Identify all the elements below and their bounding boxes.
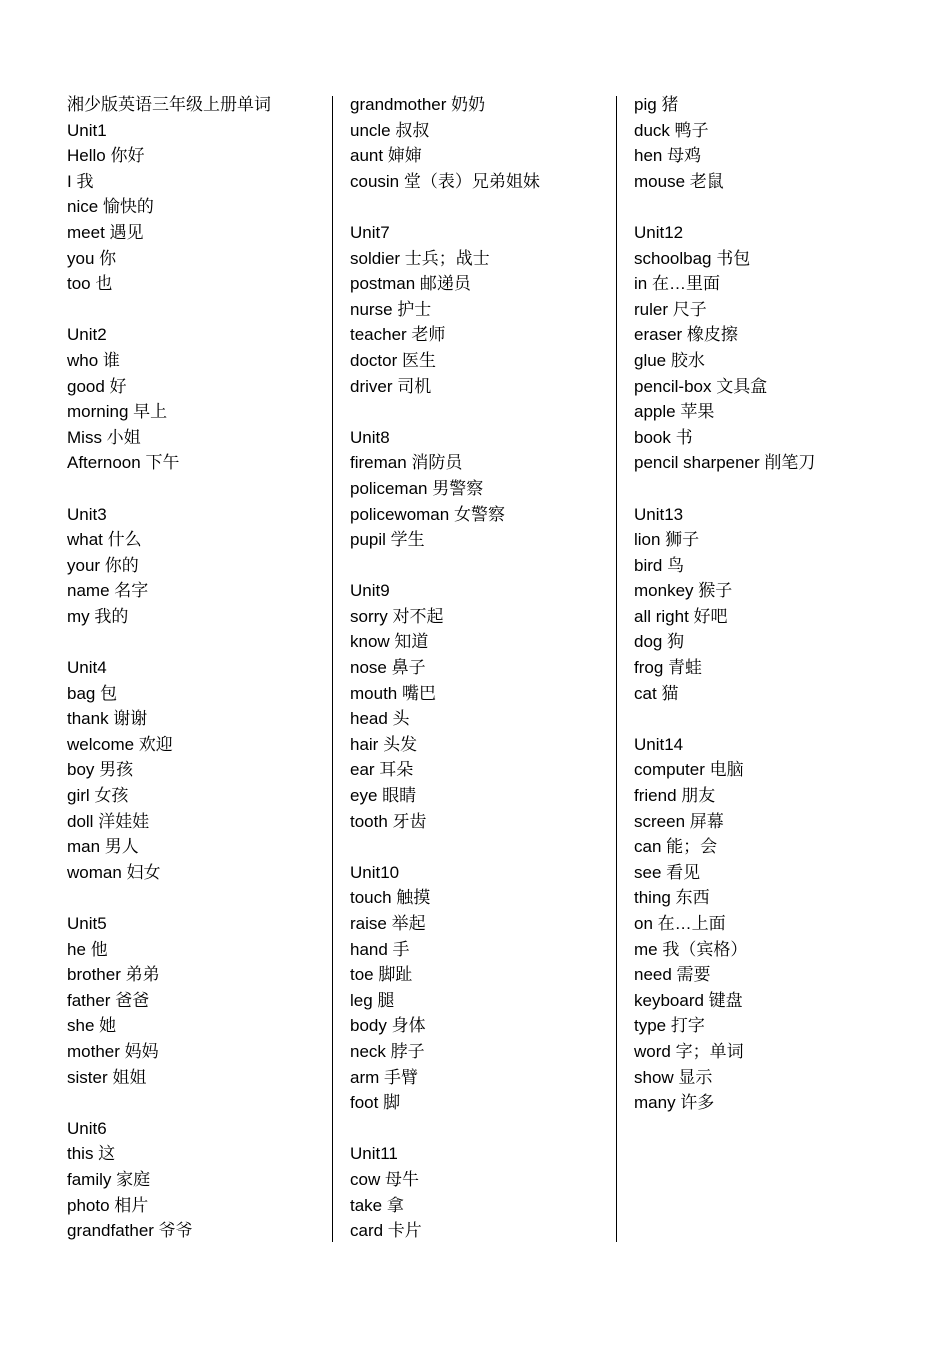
vocab-entry: photo 相片 (67, 1195, 149, 1215)
vocab-entry: your 你的 (67, 555, 139, 575)
unit-heading: Unit7 (350, 222, 390, 242)
vocab-entry: Hello 你好 (67, 146, 145, 166)
column-divider (332, 96, 333, 1242)
vocab-entry: Afternoon 下午 (67, 453, 180, 473)
vocab-entry: all right 好吧 (634, 606, 728, 626)
vocab-entry: welcome 欢迎 (67, 734, 173, 754)
vocab-entry: name 名字 (67, 581, 149, 601)
vocab-entry: meet 遇见 (67, 222, 144, 242)
vocab-entry: nose 鼻子 (350, 658, 426, 678)
vocab-entry: sister 姐姐 (67, 1067, 147, 1087)
vocab-entry: hen 母鸡 (634, 146, 702, 166)
vocab-entry: hand 手 (350, 939, 410, 959)
vocab-entry: book 书 (634, 427, 693, 447)
vocab-entry: dog 狗 (634, 632, 685, 652)
vocab-entry: he 他 (67, 939, 108, 959)
vocab-entry: she 她 (67, 1016, 117, 1036)
blank-line (350, 553, 610, 579)
vocab-entry: morning 早上 (67, 402, 168, 422)
vocab-entry: computer 电脑 (634, 760, 744, 780)
blank-line (350, 1116, 610, 1142)
unit-heading: Unit4 (67, 658, 107, 678)
vocab-entry: leg 腿 (350, 990, 395, 1010)
unit-heading: Unit9 (350, 581, 390, 601)
blank-line (67, 885, 327, 911)
vocab-entry: type 打字 (634, 1016, 705, 1036)
vocab-entry: word 字；单词 (634, 1041, 744, 1061)
vocab-entry: pencil sharpener 削笔刀 (634, 453, 816, 473)
vocab-entry: too 也 (67, 274, 113, 294)
unit-heading: Unit1 (67, 120, 107, 140)
vocab-entry: bird 鸟 (634, 555, 685, 575)
vocab-entry: cousin 堂（表）兄弟姐妹 (350, 171, 540, 191)
vocab-entry: soldier 士兵；战士 (350, 248, 490, 268)
vocab-entry: bag 包 (67, 683, 118, 703)
unit-heading: Unit6 (67, 1118, 107, 1138)
vocab-entry: thank 谢谢 (67, 709, 148, 729)
vocab-entry: I 我 (67, 171, 94, 191)
vocab-entry: doctor 医生 (350, 350, 436, 370)
unit-heading: Unit5 (67, 914, 107, 933)
vocab-entry: in 在…里面 (634, 274, 720, 294)
document-title: 湘少版英语三年级上册单词 (67, 95, 271, 114)
blank-line (634, 194, 894, 220)
vocab-entry: cat 猫 (634, 683, 679, 703)
vocab-entry: this 这 (67, 1144, 116, 1164)
vocab-entry: card 卡片 (350, 1221, 422, 1241)
vocab-entry: neck 脖子 (350, 1041, 425, 1061)
unit-heading: Unit3 (67, 504, 107, 524)
vocab-entry: grandfather 爷爷 (67, 1221, 193, 1241)
vocab-entry: policewoman 女警察 (350, 504, 505, 524)
vocab-entry: father 爸爸 (67, 990, 150, 1010)
vocab-entry: teacher 老师 (350, 325, 446, 345)
vocab-entry: apple 苹果 (634, 402, 715, 422)
vocab-entry: glue 胶水 (634, 350, 705, 370)
vocab-entry: postman 邮递员 (350, 274, 471, 294)
vocab-entry: woman 妇女 (67, 862, 161, 882)
vocab-entry: uncle 叔叔 (350, 120, 430, 140)
blank-line (634, 476, 894, 502)
vocab-entry: frog 青蛙 (634, 658, 703, 678)
vocab-entry: touch 触摸 (350, 888, 431, 908)
vocab-entry: screen 屏幕 (634, 811, 724, 831)
vocab-entry: arm 手臂 (350, 1067, 418, 1087)
vocab-entry: what 什么 (67, 530, 142, 550)
vocab-entry: brother 弟弟 (67, 965, 160, 985)
vocab-entry: on 在…上面 (634, 914, 726, 933)
vocab-entry: can 能；会 (634, 837, 718, 857)
vocab-entry: doll 洋娃娃 (67, 811, 150, 831)
column-divider (616, 96, 617, 1242)
blank-line (67, 476, 327, 502)
vocab-entry: cow 母牛 (350, 1169, 419, 1189)
vocab-entry: toe 脚趾 (350, 965, 413, 985)
vocab-entry: hair 头发 (350, 734, 418, 754)
vocab-entry: raise 举起 (350, 914, 426, 933)
vocab-entry: pig 猪 (634, 95, 679, 114)
vocab-entry: thing 东西 (634, 888, 710, 908)
blank-line (67, 297, 327, 323)
vocab-entry: tooth 牙齿 (350, 811, 427, 831)
vocab-entry: schoolbag 书包 (634, 248, 751, 268)
vocab-entry: need 需要 (634, 965, 711, 985)
unit-heading: Unit13 (634, 504, 684, 524)
vocab-entry: man 男人 (67, 837, 139, 857)
vocab-entry: pencil-box 文具盒 (634, 376, 768, 396)
blank-line (67, 629, 327, 655)
vocab-entry: head 头 (350, 709, 410, 729)
vocab-entry: know 知道 (350, 632, 429, 652)
unit-heading: Unit11 (350, 1144, 398, 1164)
vocabulary-column-3 (634, 92, 894, 1116)
vocab-entry: boy 男孩 (67, 760, 134, 780)
blank-line (350, 834, 610, 860)
vocab-entry: monkey 猴子 (634, 581, 733, 601)
unit-heading: Unit14 (634, 734, 684, 754)
vocab-entry: driver 司机 (350, 376, 432, 396)
vocab-entry: policeman 男警察 (350, 478, 484, 498)
vocab-entry: lion 狮子 (634, 530, 700, 550)
vocab-entry: nice 愉快的 (67, 197, 154, 217)
vocab-entry: nurse 护士 (350, 299, 432, 319)
vocab-entry: who 谁 (67, 350, 120, 370)
vocabulary-column-2 (350, 92, 610, 1244)
vocab-entry: keyboard 键盘 (634, 990, 743, 1010)
vocab-entry: good 好 (67, 376, 127, 396)
vocab-entry: aunt 婶婶 (350, 146, 422, 166)
vocab-entry: body 身体 (350, 1016, 426, 1036)
vocab-entry: duck 鸭子 (634, 120, 709, 140)
unit-heading: Unit12 (634, 222, 684, 242)
blank-line (350, 194, 610, 220)
vocab-entry: eraser 橡皮擦 (634, 325, 738, 345)
vocab-entry: mouth 嘴巴 (350, 683, 436, 703)
vocab-entry: take 拿 (350, 1195, 404, 1215)
blank-line (67, 1090, 327, 1116)
vocab-entry: see 看见 (634, 862, 701, 882)
vocab-entry: Miss 小姐 (67, 427, 141, 447)
vocab-entry: friend 朋友 (634, 786, 716, 806)
vocab-entry: mouse 老鼠 (634, 171, 724, 191)
vocab-entry: eye 眼睛 (350, 786, 417, 806)
blank-line (634, 706, 894, 732)
vocab-entry: me 我（宾格） (634, 939, 748, 959)
vocab-entry: sorry 对不起 (350, 606, 444, 626)
blank-line (350, 399, 610, 425)
vocab-entry: mother 妈妈 (67, 1041, 159, 1061)
vocab-entry: fireman 消防员 (350, 453, 463, 473)
vocab-entry: pupil 学生 (350, 530, 425, 550)
vocab-entry: my 我的 (67, 606, 129, 626)
vocabulary-column-1 (67, 92, 327, 1244)
unit-heading: Unit8 (350, 427, 390, 447)
vocab-entry: ear 耳朵 (350, 760, 414, 780)
vocab-entry: foot 脚 (350, 1093, 401, 1113)
vocab-entry: you 你 (67, 248, 117, 268)
unit-heading: Unit2 (67, 325, 107, 345)
vocab-entry: girl 女孩 (67, 786, 129, 806)
vocab-entry: ruler 尺子 (634, 299, 707, 319)
vocab-entry: many 许多 (634, 1093, 715, 1113)
vocab-entry: family 家庭 (67, 1169, 151, 1189)
vocab-entry: show 显示 (634, 1067, 713, 1087)
unit-heading: Unit10 (350, 862, 400, 882)
vocab-entry: grandmother 奶奶 (350, 95, 486, 114)
